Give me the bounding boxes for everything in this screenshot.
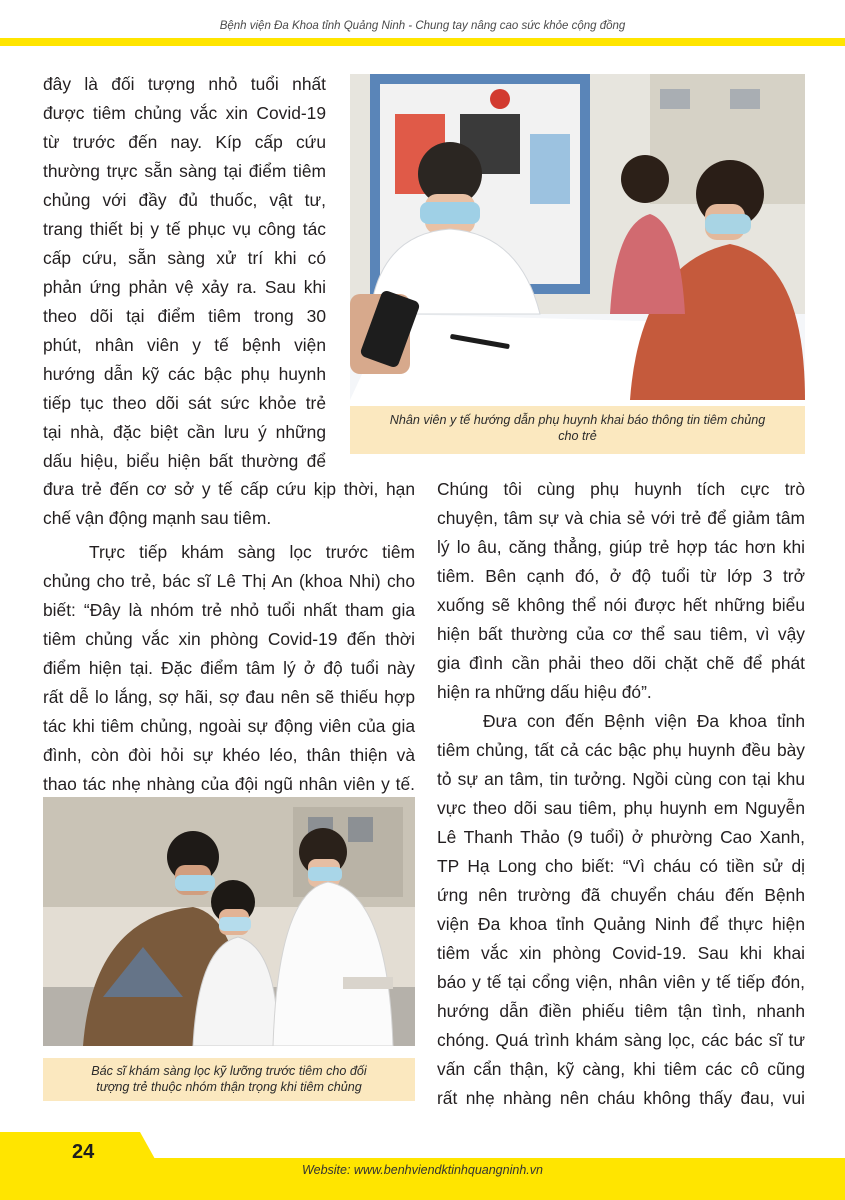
article-paragraph-doctor-quote [43,538,415,799]
text-line: vấn cẩn thận, kỹ càng, khi tiêm các cô cũng [437,1059,805,1079]
text-line: Trực tiếp khám sàng lọc trước tiêm [89,542,415,562]
text-line: TP Hạ Long cho biết: “Vì cháu có tiền sử dị [437,856,805,876]
text-line: chuyện, tâm sự và chia sẻ với trẻ để giảm tâm [437,508,805,528]
text-line: từ trước đến nay. Kíp cấp cứu [43,132,326,152]
text-line: tỏ sự an tâm, tin tưởng. Ngồi cùng con tại khu [437,769,805,789]
photo-1-caption [350,406,805,454]
text-line: cấp cứu, sẵn sàng xử trí khi có [43,248,326,268]
text-line: theo dõi tại điểm tiêm trong 30 [43,306,326,326]
article-paragraph-intro-end [43,475,415,533]
photo-1-caption-line-1: Nhân viên y tế hướng dẫn phụ huynh khai báo thông tin tiêm chủng [389,413,766,427]
text-line: được tiêm chủng vắc xin Covid-19 [43,103,326,123]
photo-2-caption [43,1058,415,1101]
text-line: hiện ra những dấu hiệu đó”. [437,682,652,702]
article-paragraph-doctor-quote-cont [437,475,805,707]
text-line: đưa trẻ đến cơ sở y tế cấp cứu kịp thời, hạn [43,479,415,499]
text-line: Đưa con đến Bệnh viện Đa khoa tỉnh [483,711,805,731]
running-header: Bệnh viện Đa Khoa tỉnh Quảng Ninh - Chung tay nâng cao sức khỏe cộng đồng [219,20,626,32]
text-line: Chúng tôi cùng phụ huynh tích cực trò [437,479,805,499]
text-line: báo y tế tại cổng viện, nhân viên y tế tiếp đón, [437,972,805,992]
text-line: tác khi tiêm chủng, ngoài sự động viên của gia [43,716,415,736]
text-line: đình, còn đòi hỏi sự khéo léo, thân thiện và [43,745,415,765]
text-line: trang thiết bị y tế phục vụ công tác [43,219,326,239]
text-line: gia đình cần phải theo dõi chặt chẽ để phát [437,653,805,673]
text-line: xuống sẽ không thể nói được hết những biểu [437,595,805,615]
text-line: vực theo dõi sau tiêm, phụ huynh em Nguyễn [437,798,805,818]
text-line: Lê Thanh Thảo (9 tuổi) ở phường Cao Xanh, [437,827,805,847]
header-rule [0,38,845,46]
page-number: 24 [72,1141,95,1163]
text-line: điểm hiện tại. Đặc điểm tâm lý ở độ tuổi này [43,658,415,678]
text-line: rất nhẹ nhàng nên cháu không thấy đau, vui [437,1088,805,1108]
photo-staff-guiding-parents [350,74,805,400]
photo-1-illustration [350,74,805,400]
text-line: hướng dẫn điền phiếu tiêm tận tình, nhanh [437,1001,805,1021]
text-line: chóng. Quá trình khám sàng lọc, các bác sĩ tư [437,1030,805,1050]
text-line: rất dễ lo lắng, sợ hãi, sợ đau nên sẽ thiếu hợp [43,687,415,707]
article-paragraph-parent-quote [437,707,805,1113]
text-line: viện Đa khoa tỉnh Quảng Ninh để thực hiện [437,914,805,934]
text-line: phản ứng phản vệ xảy ra. Sau khi [43,277,326,297]
footer-website: Website: www.benhviendktinhquangninh.vn [302,1163,543,1177]
text-line: chủng với đầy đủ thuốc, vật tư, [43,190,326,210]
text-line: hiện bất thường của cơ thể sau tiêm, vì vậy [437,624,805,644]
photo-2-caption-line-1: Bác sĩ khám sàng lọc kỹ lưỡng trước tiêm cho đối [91,1064,367,1078]
text-line: chủng cho trẻ, bác sĩ Lê Thị An (khoa Nhi) cho [43,571,415,591]
photo-doctor-screening-child [43,797,415,1046]
text-line: thường trực sẵn sàng tại điểm tiêm [43,161,326,181]
text-line: dấu hiệu, biểu hiện bất thường để [43,451,326,471]
text-line: tiêm chủng, tất cả các bậc phụ huynh đều bày [437,740,805,760]
text-line: thao tác nhẹ nhàng của đội ngũ nhân viên y tế. [43,774,415,794]
text-line: lý lo âu, căng thẳng, giúp trẻ hợp tác hơn khi [437,537,805,557]
text-line: phút, nhân viên y tế bệnh viện [43,335,326,355]
article-paragraph-intro [43,70,326,476]
text-line: tiêm chủng vắc xin phòng Covid-19 đến thời [43,629,415,649]
text-line: tiêm vắc xin phòng Covid-19. Sau khi khai [437,943,805,963]
text-line: hướng dẫn kỹ các bậc phụ huynh [43,364,326,384]
photo-2-caption-line-2: tượng trẻ thuộc nhóm thận trọng khi tiêm chủng [96,1079,362,1094]
text-line: tại nhà, đặc biệt cần lưu ý những [43,422,326,442]
text-line: tiếp tục theo dõi sát sức khỏe trẻ [43,393,326,413]
photo-2-illustration [43,797,415,1046]
text-line: ứng nên trường đã chuyển cháu đến Bệnh [437,885,805,905]
text-line: biết: “Đây là nhóm trẻ nhỏ tuổi nhất tham gia [43,600,415,620]
text-line: tiêm. Bên cạnh đó, ở độ tuổi từ lớp 3 trở [437,566,805,586]
text-line: đây là đối tượng nhỏ tuổi nhất [43,74,326,94]
photo-1-caption-line-2: cho trẻ [558,428,597,443]
text-line: chế vận động mạnh sau tiêm. [43,508,272,528]
